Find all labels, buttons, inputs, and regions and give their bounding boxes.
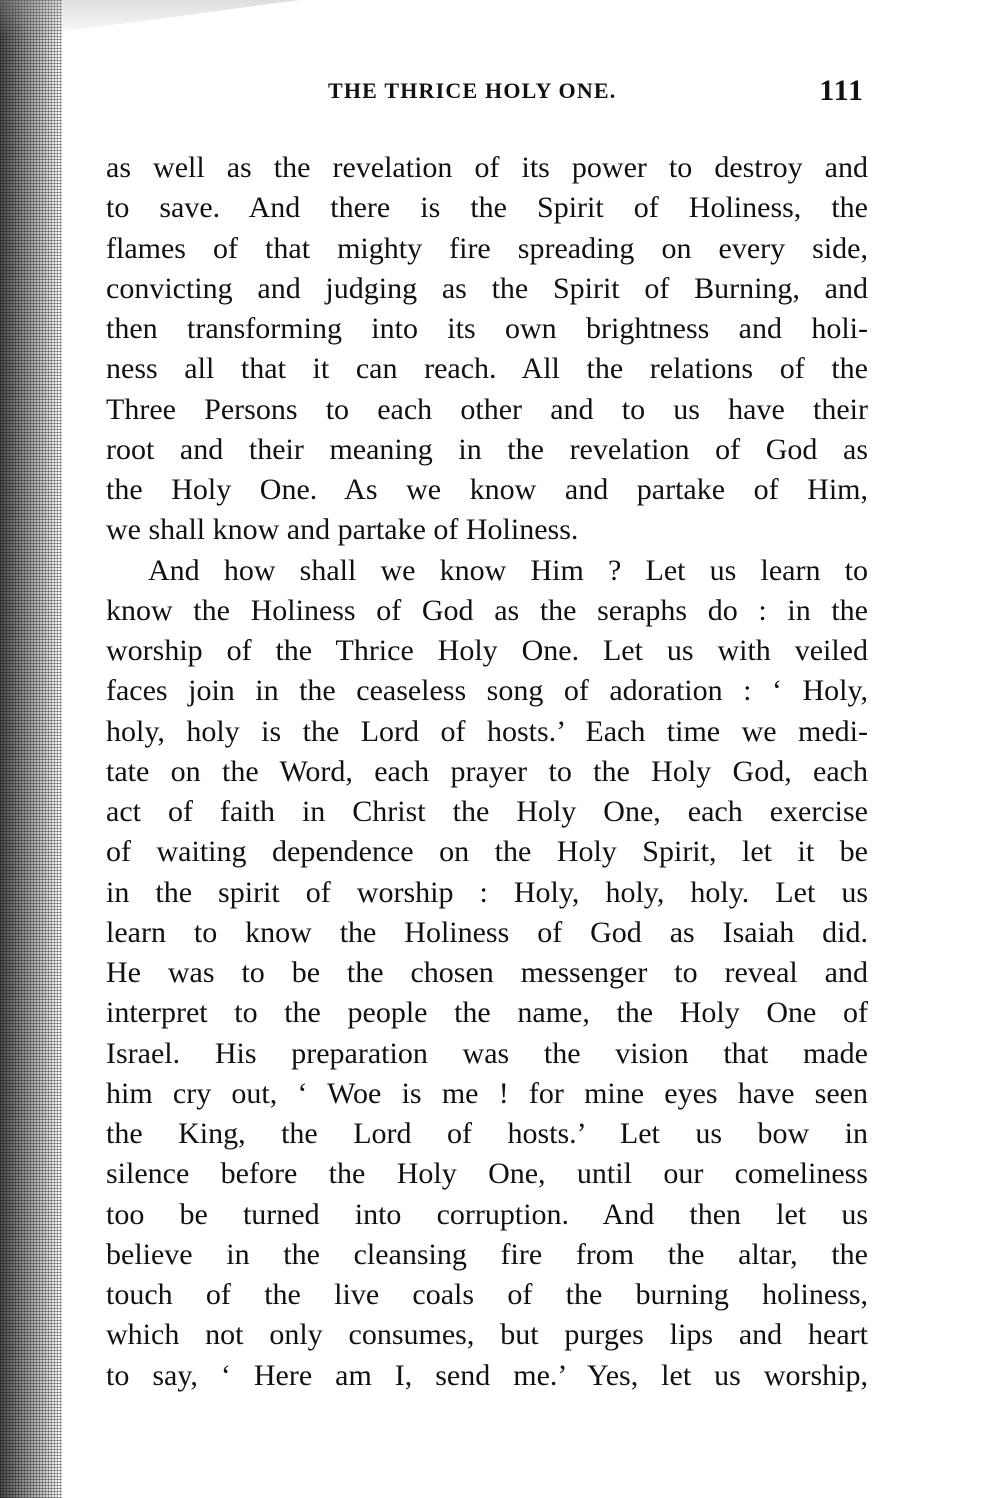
text-line: root and their meaning in the revelation of God as (106, 432, 868, 466)
body-text (106, 148, 868, 1396)
text-line: to say, ‘ Here am I, send me.’ Yes, let us worship, (106, 1358, 868, 1392)
text-line: the King, the Lord of hosts.’ Let us bow in (106, 1117, 868, 1150)
text-line: faces join in the ceaseless song of adoration : ‘ Holy, (106, 674, 868, 708)
page-number: 111 (819, 74, 864, 107)
paragraph-end-line: we shall know and partake of Holiness. (106, 513, 579, 547)
text-line: convicting and judging as the Spirit of Burning, and (106, 271, 868, 305)
text-line: holy, holy is the Lord of hosts.’ Each time we medi- (106, 714, 868, 748)
scan-corner-shade (0, 0, 300, 40)
paragraph-start-line: And how shall we know Him ? Let us learn to (148, 553, 868, 587)
text-line: know the Holiness of God as the seraphs do : in the (106, 593, 868, 627)
text-line: which not only consumes, but purges lips and heart (106, 1318, 868, 1352)
text-line: believe in the cleansing fire from the altar, the (106, 1237, 868, 1271)
text-line: to save. And there is the Spirit of Holiness, the (106, 191, 868, 225)
text-line: tate on the Word, each prayer to the Holy God, each (106, 754, 868, 788)
text-line: worship of the Thrice Holy One. Let us with veiled (106, 634, 868, 667)
scan-shadow-edge (0, 0, 62, 1498)
text-line: interpret to the people the name, the Holy One of (106, 996, 868, 1030)
text-line: too be turned into corruption. And then let us (106, 1197, 868, 1231)
text-line: act of faith in Christ the Holy One, each exercise (106, 795, 868, 828)
text-line: as well as the revelation of its power to destroy and (106, 151, 868, 184)
running-head (100, 74, 870, 108)
text-line: in the spirit of worship : Holy, holy, holy. Let us (106, 875, 868, 909)
text-line: touch of the live coals of the burning holiness, (106, 1278, 868, 1311)
text-line: him cry out, ‘ Woe is me ! for mine eyes have seen (106, 1076, 868, 1110)
text-line: of waiting dependence on the Holy Spirit, let it be (106, 835, 868, 869)
text-line: silence before the Holy One, until our comeliness (106, 1157, 868, 1191)
text-line: learn to know the Holiness of God as Isaiah did. (106, 915, 868, 949)
text-line: He was to be the chosen messenger to reveal and (106, 956, 868, 989)
text-line: Israel. His preparation was the vision that made (106, 1036, 868, 1070)
running-title: THE THRICE HOLY ONE. (328, 78, 617, 103)
text-line: the Holy One. As we know and partake of Him, (106, 473, 868, 506)
text-line: ness all that it can reach. All the relations of the (106, 352, 868, 386)
text-line: then transforming into its own brightness and holi- (106, 312, 868, 345)
text-line: flames of that mighty fire spreading on every side, (106, 231, 868, 265)
text-line: Three Persons to each other and to us have their (106, 392, 868, 426)
